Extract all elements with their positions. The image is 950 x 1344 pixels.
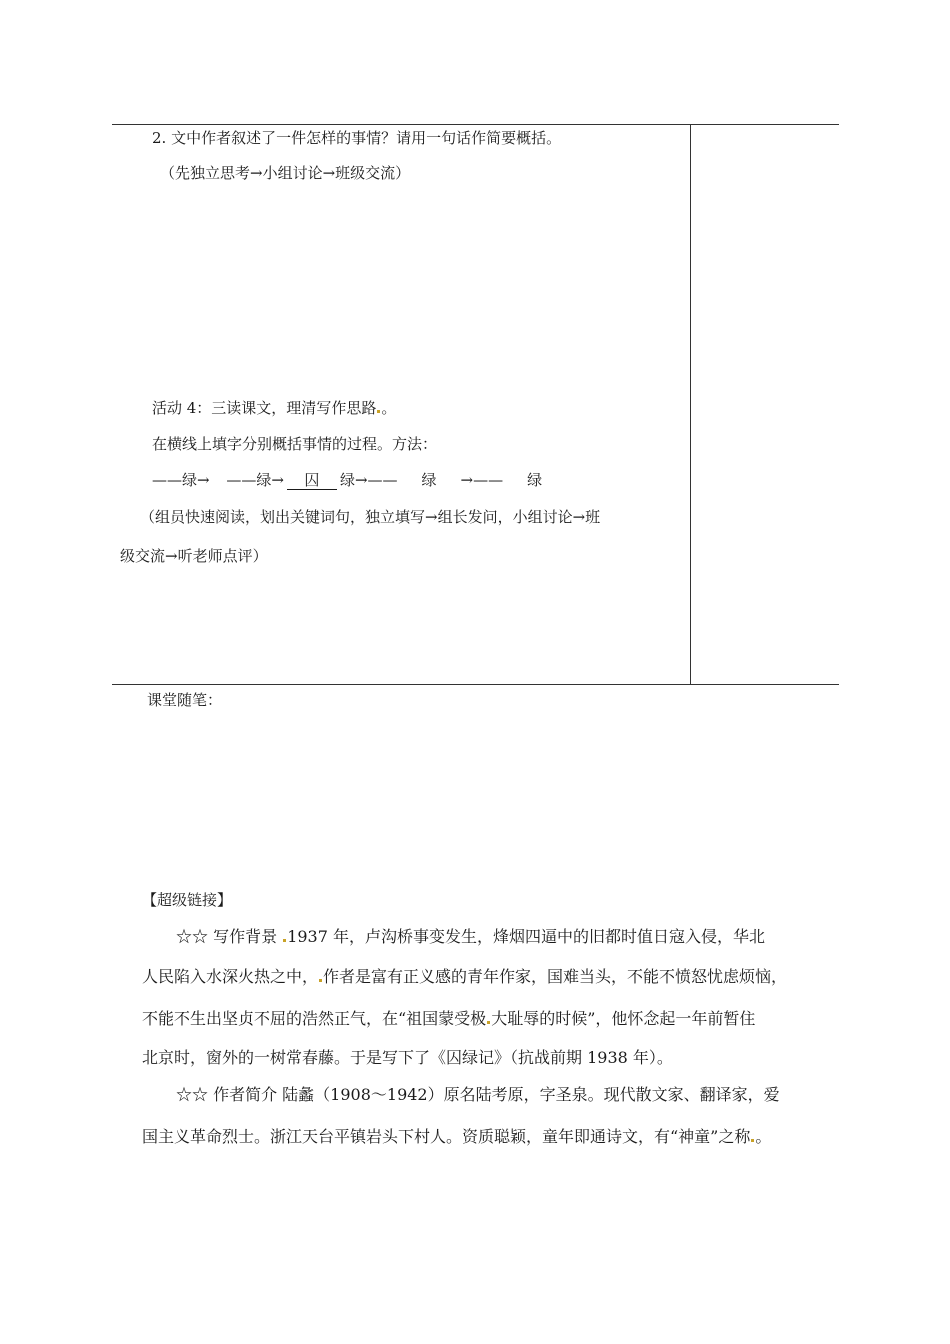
activity-4-title-end: 。 [381,399,397,417]
emphasis-marker [283,939,286,942]
background-line-4: 北京时，窗外的一树常春藤。于是写下了《囚绿记》（抗战前期 1938 年）。 [142,1048,673,1067]
emphasis-marker [319,979,322,982]
table-column-divider [690,124,691,685]
flow-step-6: 绿 [527,471,543,489]
background-line-1 [176,926,765,948]
activity-4-title-text: 活动 4：三读课文，理清写作思路 [152,399,377,417]
background-line-3-a: 不能不生出坚贞不屈的浩然正气，在“祖国蒙受极 [142,1009,487,1028]
classroom-notes-label: 课堂随笔： [147,691,223,709]
process-flow [152,470,542,490]
emphasis-marker [751,1139,754,1142]
background-line-2-a: 人民陷入水深火热之中， [142,967,319,986]
activity-4-method-line-1: （组员快速阅读，划出关键词句，独立填写→组长发问，小组讨论→班 [140,508,601,526]
flow-step-1: ——绿→ [152,471,210,489]
emphasis-marker [377,410,380,413]
question-2: 2. 文中作者叙述了一件怎样的事情？请用一句话作简要概括。 [152,129,562,147]
author-line-2 [142,1126,771,1148]
flow-step-5: →—— [460,471,504,489]
flow-step-4: 绿 [421,471,437,489]
emphasis-marker [487,1021,490,1024]
author-line-1: ☆☆ 作者简介 陆蠡（1908～1942）原名陆考原，字圣泉。现代散文家、翻译家，爱 [176,1085,780,1104]
background-line-3-b: 大耻辱的时候”，他怀念起一年前暂住 [491,1009,756,1028]
author-line-2-text: 国主义革命烈士。浙江天台平镇岩头下村人。资质聪颖，童年即通诗文，有“神童”之称 [142,1127,751,1146]
fill-in-blank-answer: 囚 [304,471,320,489]
table-bottom-border [112,684,839,685]
author-line-2-end: 。 [755,1127,772,1146]
background-line-1-text: 1937 年，卢沟桥事变发生，烽烟四逼中的旧都时值日寇入侵，华北 [287,927,765,946]
fill-in-blank [287,471,337,490]
activity-4-instruction: 在横线上填字分别概括事情的过程。方法： [152,435,438,453]
background-line-2-b: 作者是富有正义感的青年作家，国难当头，不能不愤怒忧虑烦恼， [323,967,788,986]
background-line-2 [142,966,787,988]
activity-4-method-line-2: 级交流→听老师点评） [120,547,268,565]
super-link-heading: 【超级链接】 [142,891,233,909]
activity-4-title [152,398,396,418]
flow-step-2: ——绿→ [226,471,284,489]
flow-step-3: 绿→—— [339,471,398,489]
question-2-method: （先独立思考→小组讨论→班级交流） [160,164,411,182]
table-top-border [112,124,839,125]
background-label: ☆☆ 写作背景 [176,927,283,946]
background-line-3 [142,1008,755,1030]
